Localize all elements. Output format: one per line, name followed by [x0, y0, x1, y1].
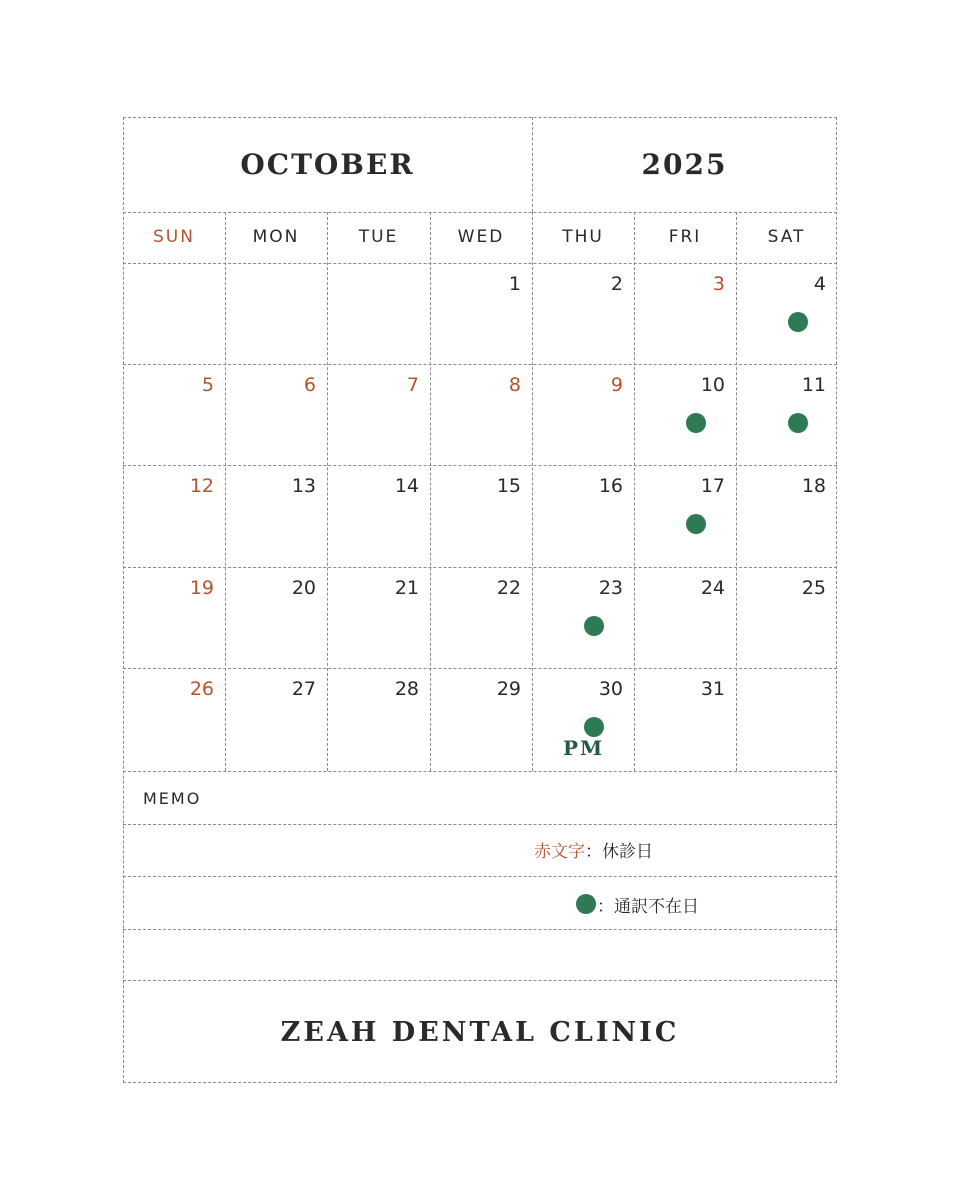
day-number: 2: [610, 273, 623, 295]
day-cell: [736, 567, 837, 668]
day-number: 17: [700, 475, 725, 497]
day-number: 16: [598, 475, 623, 497]
day-number: 6: [303, 374, 316, 396]
day-cell: [634, 364, 736, 465]
day-cell: [532, 364, 634, 465]
day-cell: [430, 465, 532, 567]
memo-label: MEMO: [143, 789, 202, 808]
day-cell: [123, 567, 225, 668]
day-number: 28: [394, 678, 419, 700]
weekday-sat: SAT: [767, 227, 806, 247]
interpreter-absent-dot: [686, 514, 706, 534]
day-cell: [634, 567, 736, 668]
day-number: 9: [610, 374, 623, 396]
interpreter-absent-dot: [788, 312, 808, 332]
interpreter-absent-dot: [686, 413, 706, 433]
weekday-wed: WED: [457, 227, 505, 247]
month-title: OCTOBER: [240, 148, 415, 181]
day-number: 4: [813, 273, 826, 295]
day-cell: [327, 668, 430, 771]
weekday-tue: TUE: [358, 227, 399, 247]
day-cell: [736, 364, 837, 465]
day-cell: [430, 668, 532, 771]
day-cell: [532, 567, 634, 668]
day-number: 24: [700, 577, 725, 599]
interpreter-absent-dot: [788, 413, 808, 433]
day-cell: [532, 668, 634, 771]
day-cell: [430, 567, 532, 668]
day-cell: [123, 364, 225, 465]
day-number: 29: [496, 678, 521, 700]
day-cell: [430, 263, 532, 364]
day-cell: [736, 263, 837, 364]
day-number: 31: [700, 678, 725, 700]
memo-line: [123, 876, 837, 877]
weekday-thu: THU: [562, 227, 604, 247]
day-number: 30: [598, 678, 623, 700]
day-number: 20: [291, 577, 316, 599]
day-cell: [327, 364, 430, 465]
day-number: 11: [801, 374, 826, 396]
day-number: 23: [598, 577, 623, 599]
day-number: 26: [189, 678, 214, 700]
day-cell: [327, 567, 430, 668]
day-number: 21: [394, 577, 419, 599]
weekday-sun: SUN: [153, 227, 195, 247]
legend-dot-icon: [576, 894, 596, 914]
day-number: 19: [189, 577, 214, 599]
day-number: 3: [712, 273, 725, 295]
day-cell: [327, 465, 430, 567]
pm-note: PM: [563, 736, 605, 760]
legend-holiday: [534, 837, 653, 862]
year-title: 2025: [641, 148, 728, 181]
day-number: 14: [394, 475, 419, 497]
legend-interpreter-absent: ：通訳不在日: [597, 897, 699, 917]
day-cell: [634, 263, 736, 364]
day-number: 13: [291, 475, 316, 497]
day-number: 1: [508, 273, 521, 295]
day-number: 5: [201, 374, 214, 396]
legend-red-key: 赤文字: [534, 842, 585, 862]
day-number: 25: [801, 577, 826, 599]
legend-red-text: ：休診日: [585, 842, 653, 862]
day-cell: [634, 465, 736, 567]
day-number: 7: [406, 374, 419, 396]
clinic-name: ZEAH DENTAL CLINIC: [280, 1017, 680, 1048]
day-number: 15: [496, 475, 521, 497]
memo-line: [123, 824, 837, 825]
memo-line: [123, 929, 837, 930]
day-number: 27: [291, 678, 316, 700]
day-cell: [736, 465, 837, 567]
day-number: 12: [189, 475, 214, 497]
day-cell: [225, 567, 327, 668]
day-cell: [123, 668, 225, 771]
day-cell: [225, 465, 327, 567]
interpreter-absent-dot: [584, 717, 604, 737]
day-number: 22: [496, 577, 521, 599]
day-cell: [634, 668, 736, 771]
day-number: 10: [700, 374, 725, 396]
day-cell: [532, 465, 634, 567]
weekday-mon: MON: [252, 227, 300, 247]
interpreter-absent-dot: [584, 616, 604, 636]
day-cell: [532, 263, 634, 364]
day-cell: [225, 364, 327, 465]
weekday-fri: FRI: [668, 227, 702, 247]
day-cell: [123, 465, 225, 567]
day-cell: [225, 668, 327, 771]
day-number: 8: [508, 374, 521, 396]
day-number: 18: [801, 475, 826, 497]
week-line: [123, 771, 837, 772]
day-cell: [430, 364, 532, 465]
